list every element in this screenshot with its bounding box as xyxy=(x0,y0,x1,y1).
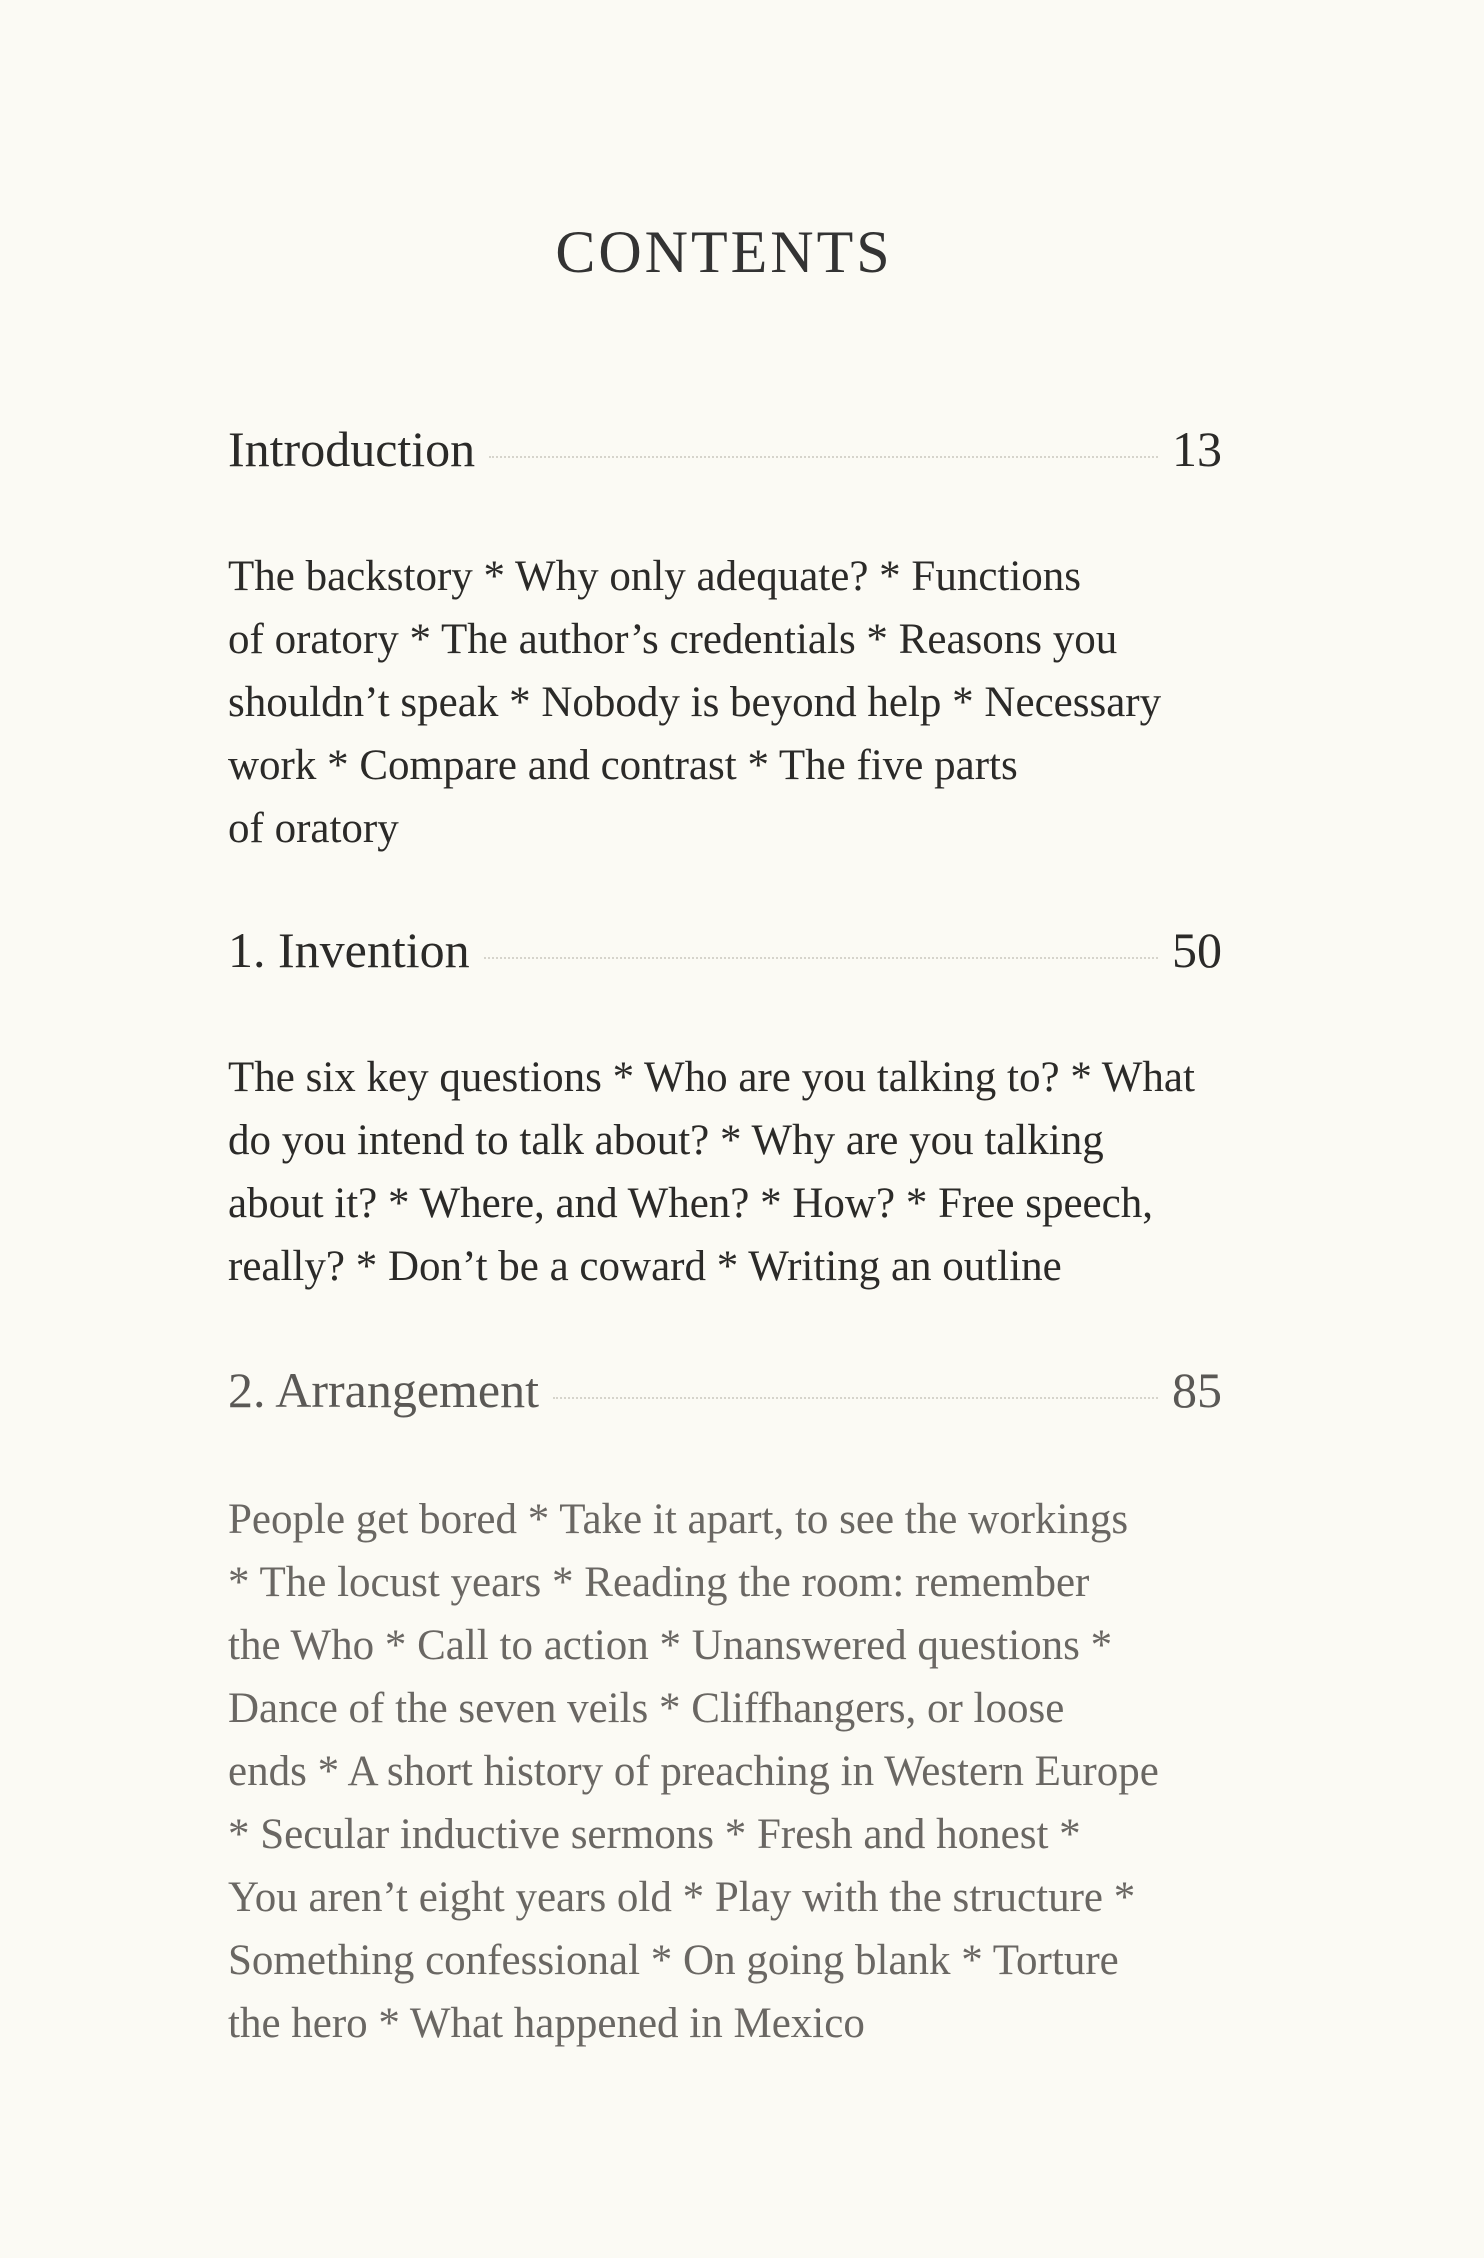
topic-line: Dance of the seven veils * Cliffhangers, or loose xyxy=(228,1685,1065,1732)
topic-line: the Who * Call to action * Unanswered questions * xyxy=(228,1622,1113,1669)
topic-line: You aren’t eight years old * Play with the structure * xyxy=(228,1874,1136,1921)
topic-line: The backstory * Why only adequate? * Functions xyxy=(228,553,1082,600)
topic-line: * Secular inductive sermons * Fresh and honest * xyxy=(228,1811,1081,1858)
topic-line: of oratory * The author’s credentials * Reasons you xyxy=(228,616,1118,663)
topic-line: * The locust years * Reading the room: remember xyxy=(228,1559,1090,1606)
toc-entry-arrangement xyxy=(228,1355,1222,2047)
chapter-title: 1. Invention xyxy=(228,922,470,978)
page-number: 85 xyxy=(1172,1362,1222,1418)
chapter-title: Introduction xyxy=(228,421,476,477)
topic-line: People get bored * Take it apart, to see the workings xyxy=(228,1496,1129,1543)
chapter-title: 2. Arrangement xyxy=(228,1362,540,1418)
dot-leader xyxy=(489,456,1158,458)
dot-leader xyxy=(553,1397,1158,1399)
page-title: CONTENTS xyxy=(555,219,893,285)
page-number: 13 xyxy=(1172,421,1222,477)
chapter-topics xyxy=(228,1046,1195,1298)
topic-line: The six key questions * Who are you talking to? * What xyxy=(228,1054,1195,1101)
topic-line: work * Compare and contrast * The five parts xyxy=(228,742,1018,789)
topic-line: ends * A short history of preaching in Western Europe xyxy=(228,1748,1159,1795)
topic-line: the hero * What happened in Mexico xyxy=(228,2000,865,2047)
toc-heading[interactable] xyxy=(228,1355,1222,1425)
topic-line: about it? * Where, and When? * How? * Free speech, xyxy=(228,1180,1153,1227)
page-number: 50 xyxy=(1172,922,1222,978)
toc-entry-invention xyxy=(228,915,1222,1290)
topic-line: of oratory xyxy=(228,805,399,852)
topic-line: really? * Don’t be a coward * Writing an outline xyxy=(228,1243,1062,1290)
topic-line: shouldn’t speak * Nobody is beyond help * Necessary xyxy=(228,679,1162,726)
topic-line: Something confessional * On going blank * Torture xyxy=(228,1937,1119,1984)
chapter-topics xyxy=(228,1488,1159,2055)
chapter-topics xyxy=(228,545,1161,860)
dot-leader xyxy=(484,957,1158,959)
toc-heading[interactable] xyxy=(228,414,1222,484)
topic-line: do you intend to talk about? * Why are you talking xyxy=(228,1117,1104,1164)
toc-heading[interactable] xyxy=(228,915,1222,985)
toc-entry-introduction xyxy=(228,414,1222,852)
